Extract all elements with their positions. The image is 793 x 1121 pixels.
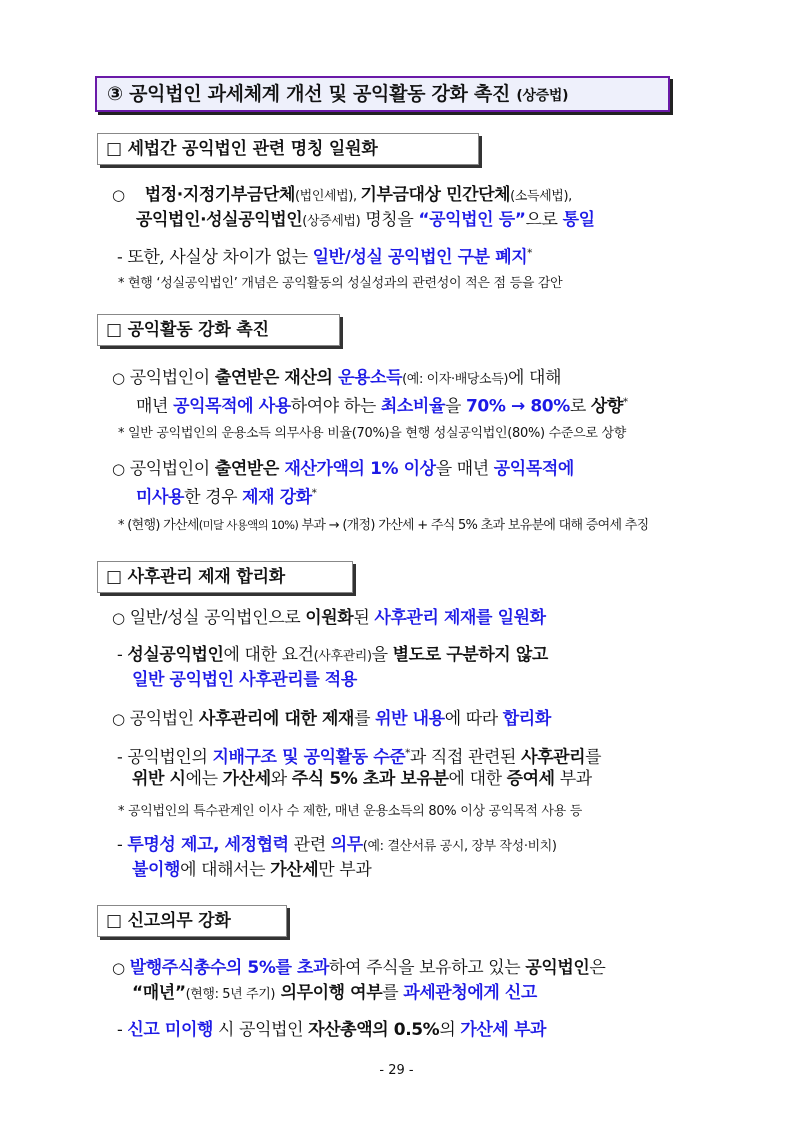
section-heading-naming: □ 세법간 공익법인 관련 명칭 일원화 [97,133,479,165]
section-heading-sanctions: □ 사후관리 제재 합리화 [97,561,353,593]
footnote: * 공익법인의 특수관계인 이사 수 제한, 매년 운용소득의 80% 이상 공익목적 사용 등 [118,804,583,819]
bullet-item-continued: 공익법인·성실공익법인(상증세법) 명칭을 “공익법인 등”으로 통일 [136,210,595,230]
bullet-item-continued: 미사용한 경우 제재 강화* [136,487,317,508]
dash-item: - 공익법인의 지배구조 및 공익활동 수준*과 직접 관련된 사후관리를 [117,747,602,768]
dash-item: - 성실공익법인에 대한 요건(사후관리)을 별도로 구분하지 않고 [117,645,548,665]
main-title: ③ 공익법인 과세체계 개선 및 공익활동 강화 촉진 [107,83,511,105]
dash-item-continued: 위반 시에는 가산세와 주식 5% 초과 보유분에 대한 증여세 부과 [132,769,592,789]
section-heading-activity: □ 공익활동 강화 촉진 [97,314,340,346]
bullet-item: ○ 법정·지정기부금단체(법인세법), 기부금대상 민간단체(소득세법), [112,185,572,205]
bullet-item-continued: 매년 공익목적에 사용하여야 하는 최소비율을 70% → 80%로 상향* [136,396,628,417]
dash-item: - 또한, 사실상 차이가 없는 일반/성실 공익법인 구분 폐지* [117,247,532,268]
section-heading-reporting: □ 신고의무 강화 [97,905,287,937]
footnote: * 현행 ‘성실공익법인’ 개념은 공익활동의 성실성과의 관련성이 적은 점 등을 감안 [118,276,563,291]
bullet-item: ○ 일반/성실 공익법인으로 이원화된 사후관리 제재를 일원화 [112,608,546,628]
dash-item: - 투명성 제고, 세정협력 관련 의무(예: 결산서류 공시, 장부 작성·비치) [117,835,557,855]
dash-item: - 신고 미이행 시 공익법인 자산총액의 0.5%의 가산세 부과 [117,1020,546,1040]
dash-item-continued: 불이행에 대해서는 가산세만 부과 [132,860,372,880]
bullet-item: ○ 공익법인이 출연받은 재산의 운용소득(예: 이자·배당소득)에 대해 [112,368,562,388]
bullet-item-continued: “매년”(현행: 5년 주기) 의무이행 여부를 과세관청에게 신고 [132,983,537,1003]
footnote: * (현행) 가산세(미달 사용액의 10%) 부과 → (개정) 가산세 + 주식 5% 초과 보유분에 대해 증여세 추징 [118,518,649,533]
footnote: * 일반 공익법인의 운용소득 의무사용 비율(70%)을 현행 성실공익법인(80%) 수준으로 상향 [118,426,627,441]
main-title-box [95,76,670,112]
bullet-item: ○ 공익법인 사후관리에 대한 제재를 위반 내용에 따라 합리화 [112,709,551,729]
page-number: - 29 - [379,1063,414,1078]
bullet-item: ○ 공익법인이 출연받은 재산가액의 1% 이상을 매년 공익목적에 [112,459,574,479]
dash-item-continued: 일반 공익법인 사후관리를 적용 [132,670,357,690]
main-title-subtitle: (상증법) [516,88,569,104]
bullet-item: ○ 발행주식총수의 5%를 초과하여 주식을 보유하고 있는 공익법인은 [112,958,606,978]
